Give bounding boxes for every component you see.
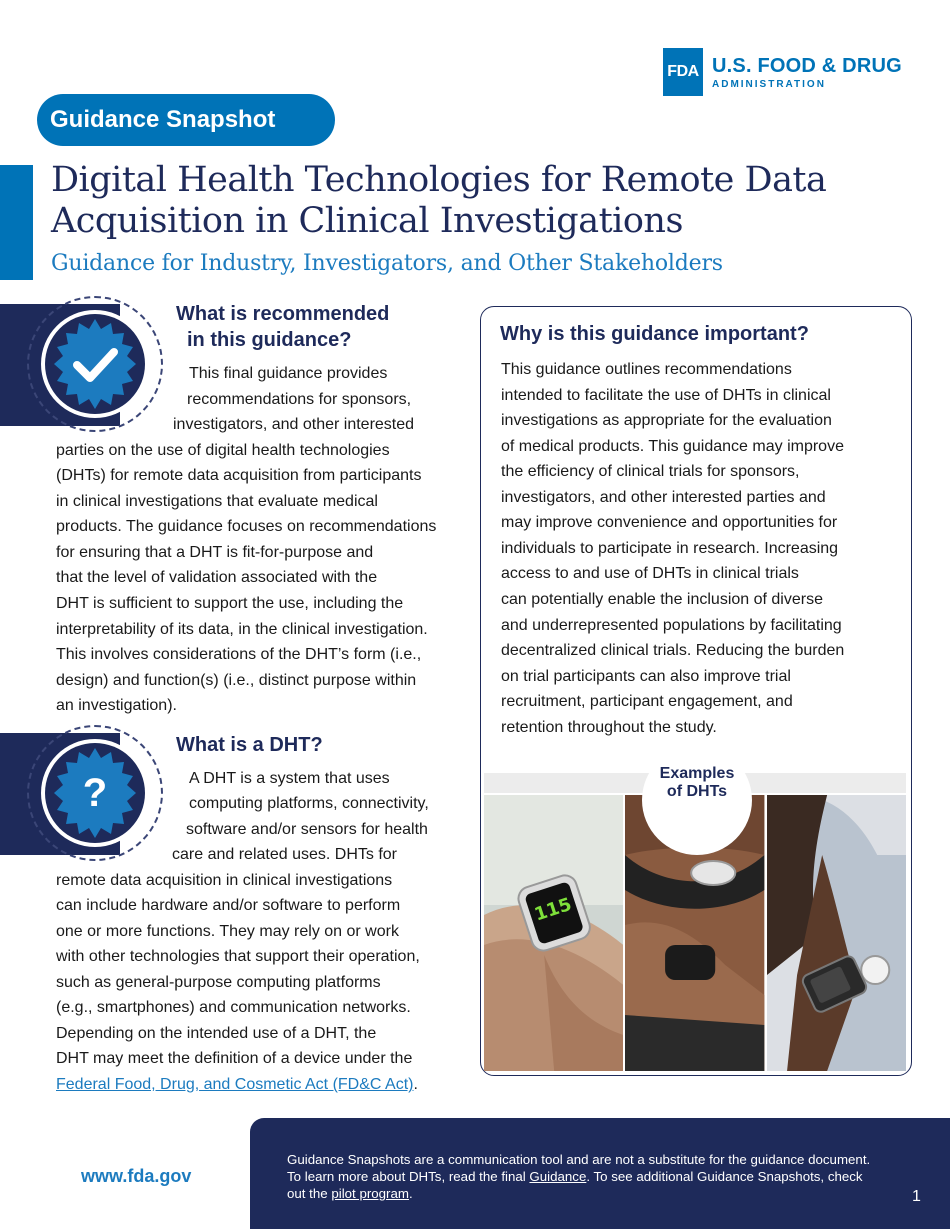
section3-line: individuals to participate in research. Increasing xyxy=(501,540,839,557)
footer-line2 xyxy=(287,1168,863,1185)
section1-line: that the level of validation associated with the xyxy=(56,569,378,586)
pilot-program-link[interactable]: pilot program xyxy=(331,1186,409,1201)
section3-line: access to and use of DHTs in clinical trials xyxy=(501,565,799,582)
section2-line: A DHT is a system that uses xyxy=(189,770,390,787)
checkmark-badge-icon xyxy=(40,309,150,419)
section1-heading xyxy=(176,301,389,353)
footer-line3-rest: . xyxy=(408,1186,413,1201)
section1-line: (DHTs) for remote data acquisition from participants xyxy=(56,467,422,484)
section2-line: computing platforms, connectivity, xyxy=(189,795,429,812)
section2-link-line xyxy=(56,1075,418,1095)
section3-line: the efficiency of clinical trials for sponsors, xyxy=(501,463,800,480)
section1-heading-line1: What is recommended xyxy=(176,303,390,325)
section2-line: can include hardware and/or software to perform xyxy=(56,897,401,914)
section1-line: DHT is sufficient to support the use, including the xyxy=(56,595,404,612)
footer-line2-text: To learn more about DHTs, read the final xyxy=(287,1169,530,1184)
smartwatch-photo xyxy=(484,795,623,1071)
fda-website-link[interactable]: www.fda.gov xyxy=(81,1166,192,1186)
section2-line: Depending on the intended use of a DHT, the xyxy=(56,1025,377,1042)
fdc-act-link[interactable]: Federal Food, Drug, and Cosmetic Act (FD&C Act) xyxy=(56,1076,414,1093)
fda-logo-box: FDA xyxy=(663,48,703,96)
section2-line: with other technologies that support their operation, xyxy=(56,948,420,965)
section3-line: of medical products. This guidance may improve xyxy=(501,438,844,455)
section3-line: may improve convenience and opportunities for xyxy=(501,514,838,531)
wearable-sensor-photo xyxy=(767,795,906,1071)
footer-line3-text: out the xyxy=(287,1186,332,1201)
footer-line1: Guidance Snapshots are a communication tool and are not a substitute for the guidance document. xyxy=(287,1152,871,1167)
section1-heading-line2: in this guidance? xyxy=(187,329,352,351)
link-period: . xyxy=(413,1076,418,1093)
title-line-1: Digital Health Technologies for Remote Data xyxy=(51,160,827,200)
section3-line: retention throughout the study. xyxy=(501,719,717,736)
section1-line: This involves considerations of the DHT’s form (i.e., xyxy=(56,646,422,663)
section3-line: investigations as appropriate for the evaluation xyxy=(501,412,832,429)
section3-line: intended to facilitate the use of DHTs in clinical xyxy=(501,387,831,404)
page-subtitle: Guidance for Industry, Investigators, and Other Stakeholders xyxy=(51,251,723,276)
title-line-2: Acquisition in Clinical Investigations xyxy=(51,201,683,241)
sensor-illustration xyxy=(767,795,906,1071)
smartwatch-illustration xyxy=(484,795,623,1071)
section2-line: one or more functions. They may rely on or work xyxy=(56,923,399,940)
page-title xyxy=(51,160,931,242)
fda-logo xyxy=(663,48,902,96)
section2-line: software and/or sensors for health xyxy=(186,821,428,838)
section1-line: in clinical investigations that evaluate medical xyxy=(56,493,378,510)
section1-line: an investigation). xyxy=(56,697,177,714)
section2-line: DHT may meet the definition of a device under the xyxy=(56,1050,413,1067)
section3-line: investigators, and other interested parties and xyxy=(501,489,826,506)
section2-line: such as general-purpose computing platforms xyxy=(56,974,381,991)
title-accent-bar xyxy=(0,165,33,280)
section3-line: and underrepresented populations by facilitating xyxy=(501,617,842,634)
section1-line: design) and function(s) (i.e., distinct purpose within xyxy=(56,672,417,689)
examples-line1: Examples xyxy=(659,765,735,782)
fda-name: U.S. FOOD & DRUG xyxy=(712,54,902,77)
section2-line: (e.g., smartphones) and communication networks. xyxy=(56,999,411,1016)
section3-line: can potentially enable the inclusion of diverse xyxy=(501,591,823,608)
section2-line: care and related uses. DHTs for xyxy=(172,846,397,863)
question-mark: ? xyxy=(82,770,108,815)
section1-line: This final guidance provides xyxy=(189,365,388,382)
section3-heading: Why is this guidance important? xyxy=(500,323,809,345)
watch-reading: 115 xyxy=(531,893,575,926)
examples-label-circle xyxy=(642,745,752,855)
section3-line: on trial participants can also improve trial xyxy=(501,668,791,685)
section3-line: This guidance outlines recommendations xyxy=(501,361,792,378)
footer-line2-rest: . To see additional Guidance Snapshots, check xyxy=(586,1169,863,1184)
fda-logo-text xyxy=(712,55,902,90)
section1-line: interpretability of its data, in the clinical investigation. xyxy=(56,621,428,638)
section3-line: recruitment, participant engagement, and xyxy=(501,693,793,710)
section1-line: investigators, and other interested xyxy=(173,416,415,433)
guidance-snapshot-pill: Guidance Snapshot xyxy=(37,94,335,146)
examples-line2: of DHTs xyxy=(666,783,728,800)
section2-line: remote data acquisition in clinical investigations xyxy=(56,872,393,889)
section2-heading: What is a DHT? xyxy=(176,734,323,756)
footer-line3 xyxy=(287,1185,413,1202)
section1-line: products. The guidance focuses on recommendations xyxy=(56,518,437,535)
section1-line: parties on the use of digital health technologies xyxy=(56,442,390,459)
page-number: 1 xyxy=(912,1188,921,1205)
section1-line: for ensuring that a DHT is fit-for-purpose and xyxy=(56,544,374,561)
guidance-link[interactable]: Guidance xyxy=(529,1169,587,1184)
section1-line: recommendations for sponsors, xyxy=(187,391,412,408)
fda-subname: ADMINISTRATION xyxy=(712,78,826,90)
section3-line: decentralized clinical trials. Reducing the burden xyxy=(501,642,845,659)
